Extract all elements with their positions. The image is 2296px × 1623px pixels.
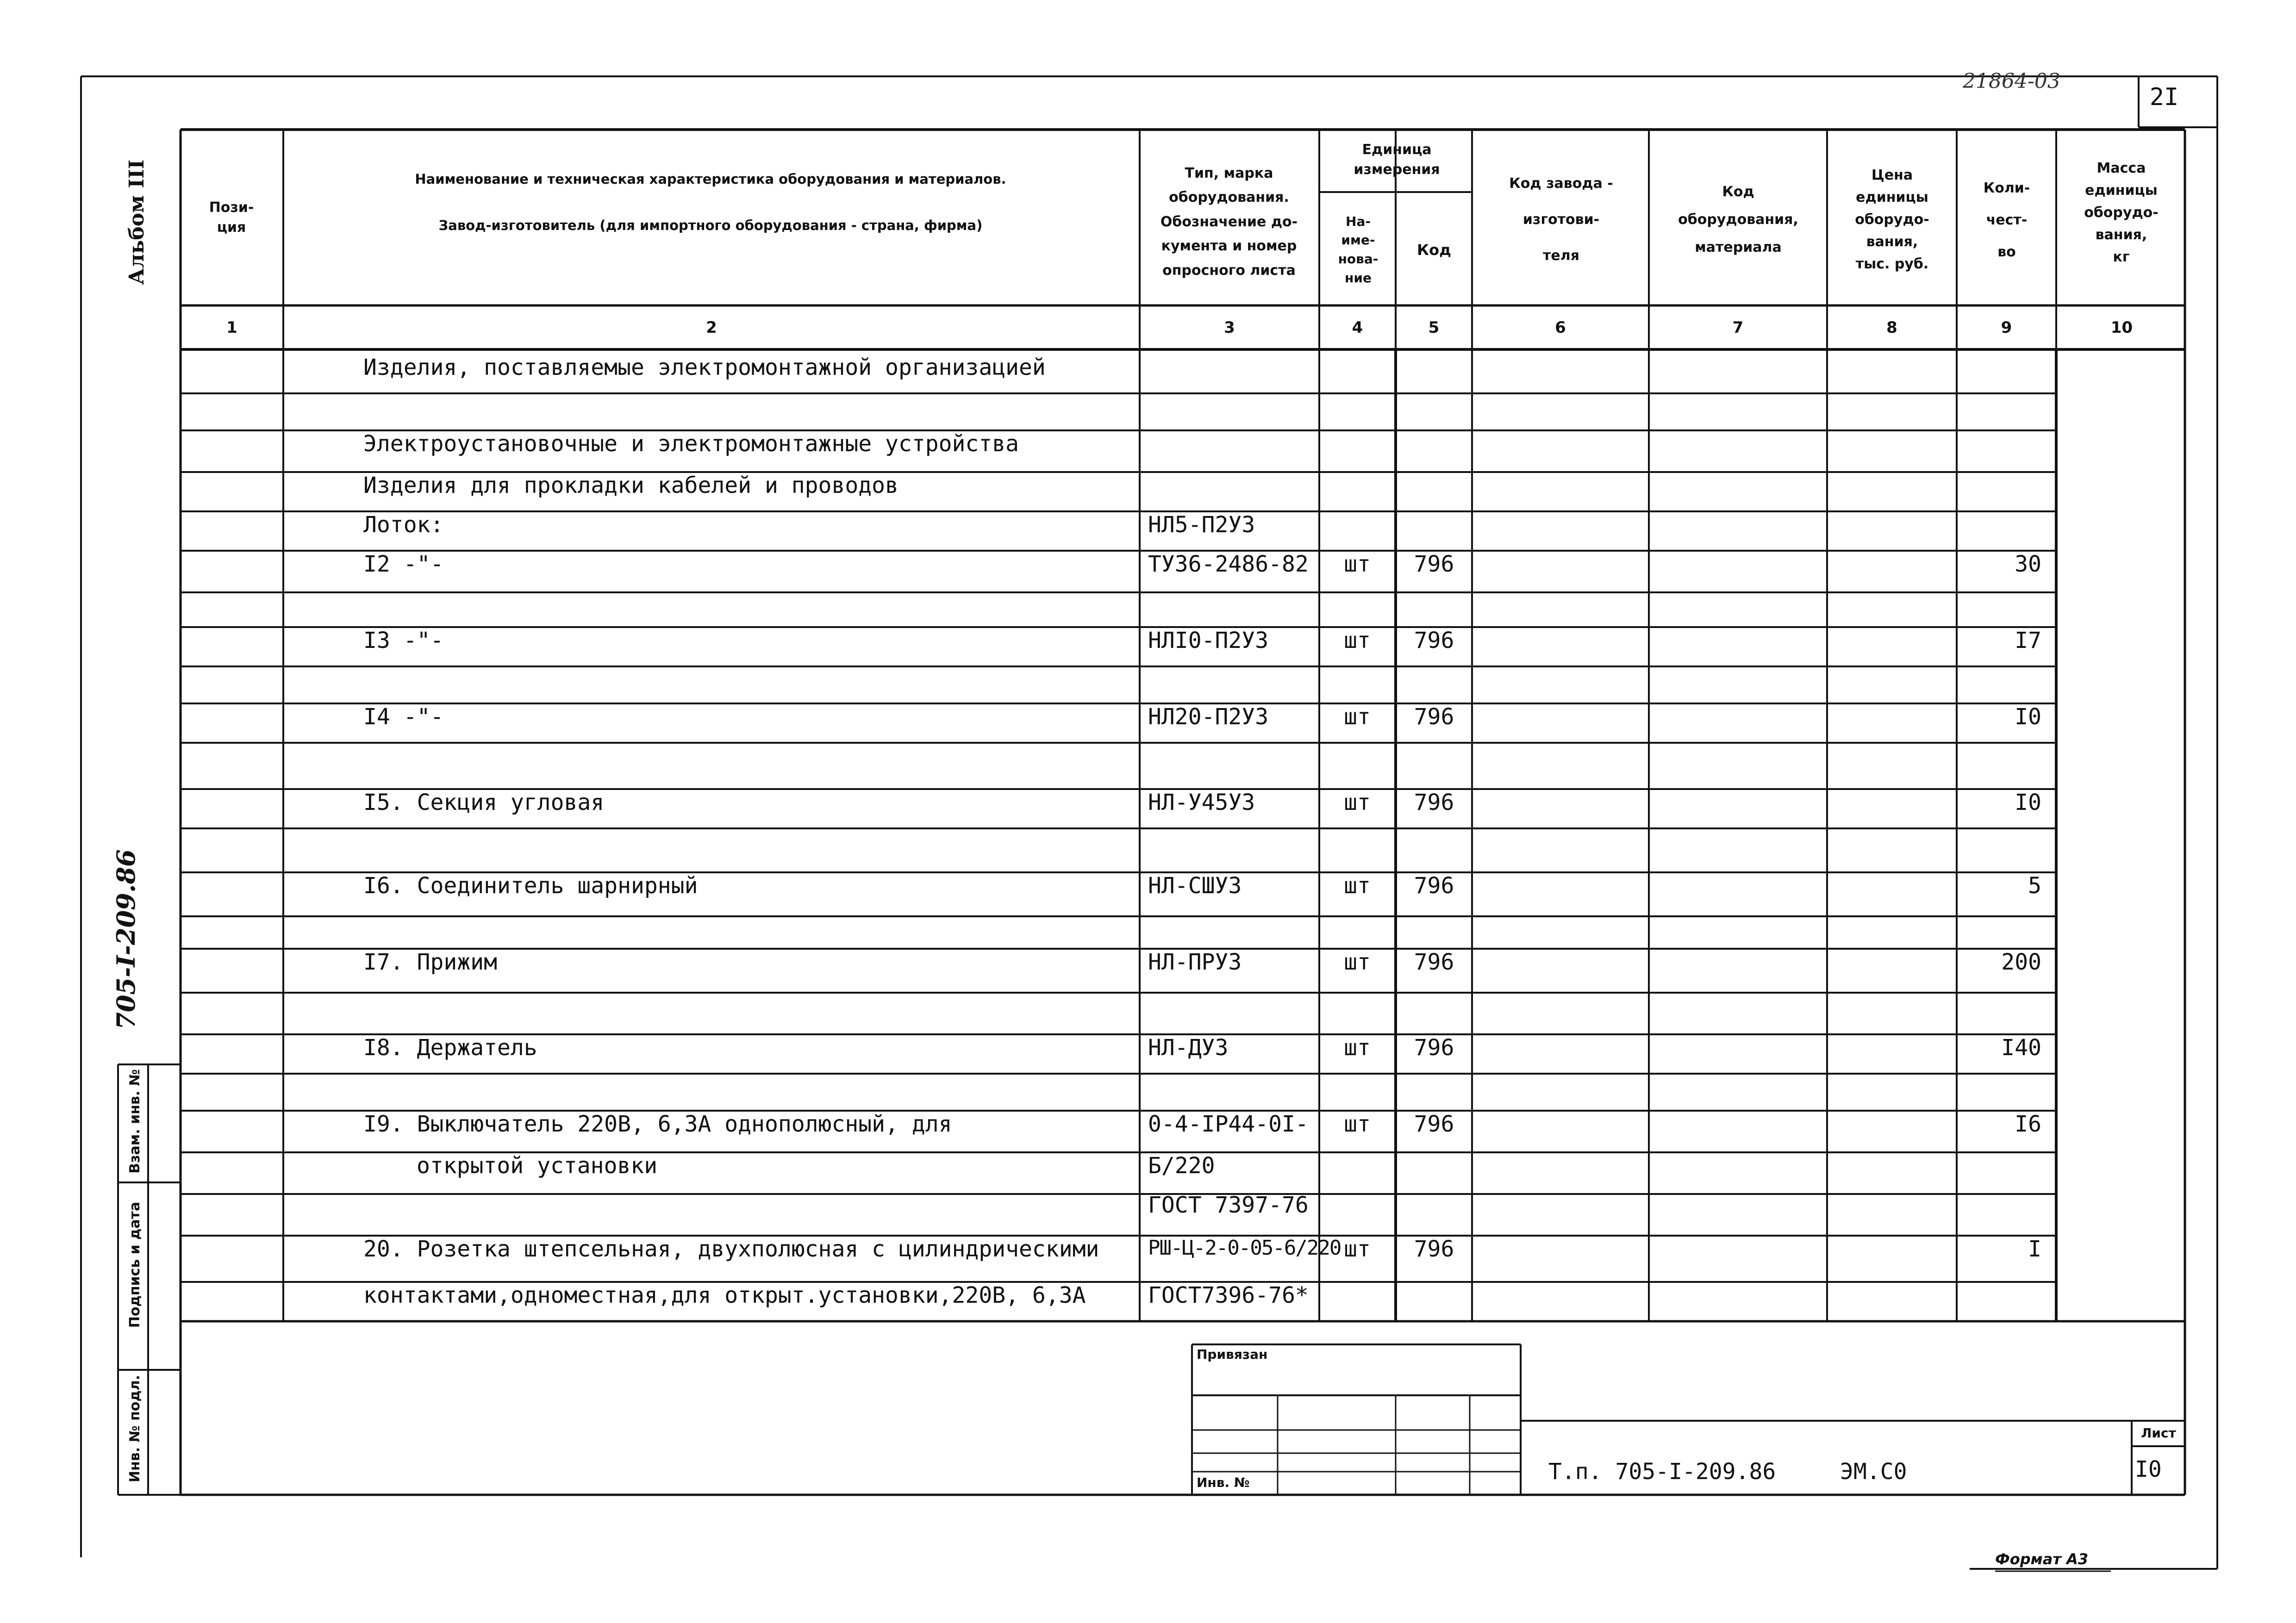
row-quantity: 200 (2001, 949, 2041, 975)
row-unit-code: 796 (1414, 1236, 1454, 1262)
sheet-number: I0 (2135, 1456, 2162, 1482)
header-unit-mass: Масса единицы оборудо- вания, кг (2084, 160, 2159, 265)
header-unit-code: Код (1417, 241, 1451, 259)
row-unit: шт (1344, 1236, 1371, 1262)
row-unit: шт (1344, 949, 1371, 975)
row-quantity: I40 (2001, 1035, 2041, 1061)
row-unit: шт (1344, 1035, 1371, 1061)
header-unit-price: Цена единицы оборудо- вания, тыс. руб. (1855, 167, 1929, 272)
row-name: I7. Прижим (363, 949, 497, 975)
row-name: Изделия, поставляемые электромонтажной организацией (363, 354, 1046, 380)
row-type-mark: ГОСТ7396-76* (1148, 1282, 1309, 1308)
header-quantity: Коли- чест- во (1983, 180, 2030, 260)
header-unit-name: На- име- нова- ние (1338, 213, 1379, 286)
column-number-7: 7 (1732, 318, 1744, 337)
row-name: I4 -"- (363, 704, 444, 730)
page-number: 2I (2149, 83, 2179, 111)
row-quantity: 30 (2015, 551, 2041, 577)
row-name: контактами,одноместная,для открыт.установки,220В, 6,3А (363, 1282, 1086, 1308)
row-type-mark: ТУ36-2486-82 (1148, 551, 1309, 577)
header-position: Пози- ция (209, 199, 254, 236)
header-manufacturer-code: Код завода - изготови- теля (1509, 175, 1613, 264)
row-unit: шт (1344, 873, 1371, 899)
side-stamp-signature-date: Подпись и дата (127, 1201, 143, 1328)
row-unit-code: 796 (1414, 628, 1454, 653)
row-unit: шт (1344, 551, 1371, 577)
column-number-6: 6 (1555, 318, 1566, 337)
row-quantity: I0 (2015, 704, 2041, 730)
row-unit-code: 796 (1414, 949, 1454, 975)
header-equipment-code: Код оборудования, материала (1678, 184, 1798, 255)
row-type-mark: РШ-Ц-2-0-05-6/220 (1148, 1236, 1341, 1260)
row-name: I9. Выключатель 220В, 6,3А однополюсный, для (363, 1111, 952, 1137)
header-name-line1: Наименование и техническая характеристика оборудования и материалов. (415, 171, 1006, 187)
row-name: открытой установки (417, 1153, 658, 1179)
row-unit: шт (1344, 790, 1371, 815)
row-unit: шт (1344, 1111, 1371, 1137)
column-number-8: 8 (1886, 318, 1897, 337)
row-type-mark: НЛ-ДУЗ (1148, 1035, 1229, 1061)
row-type-mark: НЛ-СШУЗ (1148, 873, 1242, 899)
side-stamp-original-inv: Инв. № подл. (127, 1374, 143, 1483)
row-name: 20. Розетка штепсельная, двухполюсная с цилиндрическими (363, 1236, 1099, 1262)
album-label: Альбом III (125, 159, 149, 285)
column-number-5: 5 (1428, 318, 1440, 337)
handwritten-doc-number: 21864-03 (1963, 69, 2060, 93)
row-quantity: I6 (2015, 1111, 2041, 1137)
row-name: Электроустановочные и электромонтажные устройства (363, 431, 1019, 457)
header-name-line2: Завод-изготовитель (для импортного оборудования - страна, фирма) (438, 218, 983, 233)
column-number-2: 2 (706, 318, 717, 337)
row-type-mark: НЛ-У45УЗ (1148, 790, 1255, 815)
inv-number-label: Инв. № (1197, 1475, 1250, 1490)
column-number-4: 4 (1352, 318, 1363, 337)
row-type-mark: ГОСТ 7397-76 (1148, 1192, 1309, 1218)
side-stamp-replace-inv: Взам. инв. № (127, 1069, 143, 1174)
row-quantity: I (2028, 1236, 2041, 1262)
column-number-3: 3 (1224, 318, 1235, 337)
row-type-mark: НЛ20-П2УЗ (1148, 704, 1269, 730)
row-type-mark: Б/220 (1148, 1153, 1215, 1179)
row-name: I8. Держатель (363, 1035, 537, 1061)
row-name: I2 -"- (363, 551, 444, 577)
row-type-mark: НЛ-ПРУЗ (1148, 949, 1242, 975)
row-name: I6. Соединитель шарнирный (363, 873, 698, 899)
column-number-10: 10 (2110, 318, 2133, 337)
row-unit-code: 796 (1414, 1035, 1454, 1061)
row-quantity: I7 (2015, 628, 2041, 653)
row-unit: шт (1344, 704, 1371, 730)
row-name: I5. Секция угловая (363, 790, 605, 815)
row-type-mark: НЛI0-П2УЗ (1148, 628, 1269, 653)
header-unit-group: Единица измерения (1354, 141, 1440, 178)
row-quantity: 5 (2028, 873, 2041, 899)
row-name: I3 -"- (363, 628, 444, 653)
doc-code: Т.п. 705-I-209.86 (1548, 1459, 1776, 1485)
row-quantity: I0 (2015, 790, 2041, 815)
row-name: Лоток: (363, 512, 444, 538)
row-name: Изделия для прокладки кабелей и проводов (363, 473, 898, 498)
side-handwritten-code: 705-I-209.86 (111, 849, 141, 1030)
column-number-1: 1 (226, 318, 237, 337)
row-unit: шт (1344, 628, 1371, 653)
row-unit-code: 796 (1414, 704, 1454, 730)
row-type-mark: НЛ5-П2УЗ (1148, 512, 1255, 538)
doc-mark: ЭМ.С0 (1840, 1459, 1907, 1485)
header-type-mark: Тип, марка оборудования. Обозначение до- кумента и номер опросного листа (1160, 165, 1298, 279)
row-type-mark: 0-4-IР44-0I- (1148, 1111, 1309, 1137)
row-unit-code: 796 (1414, 551, 1454, 577)
sheet-label: Лист (2141, 1425, 2176, 1441)
column-number-9: 9 (2001, 318, 2012, 337)
row-unit-code: 796 (1414, 873, 1454, 899)
row-unit-code: 796 (1414, 1111, 1454, 1137)
format-label: Формат А3 (1995, 1550, 2089, 1568)
row-unit-code: 796 (1414, 790, 1454, 815)
privyazan-label: Привязан (1197, 1347, 1268, 1362)
